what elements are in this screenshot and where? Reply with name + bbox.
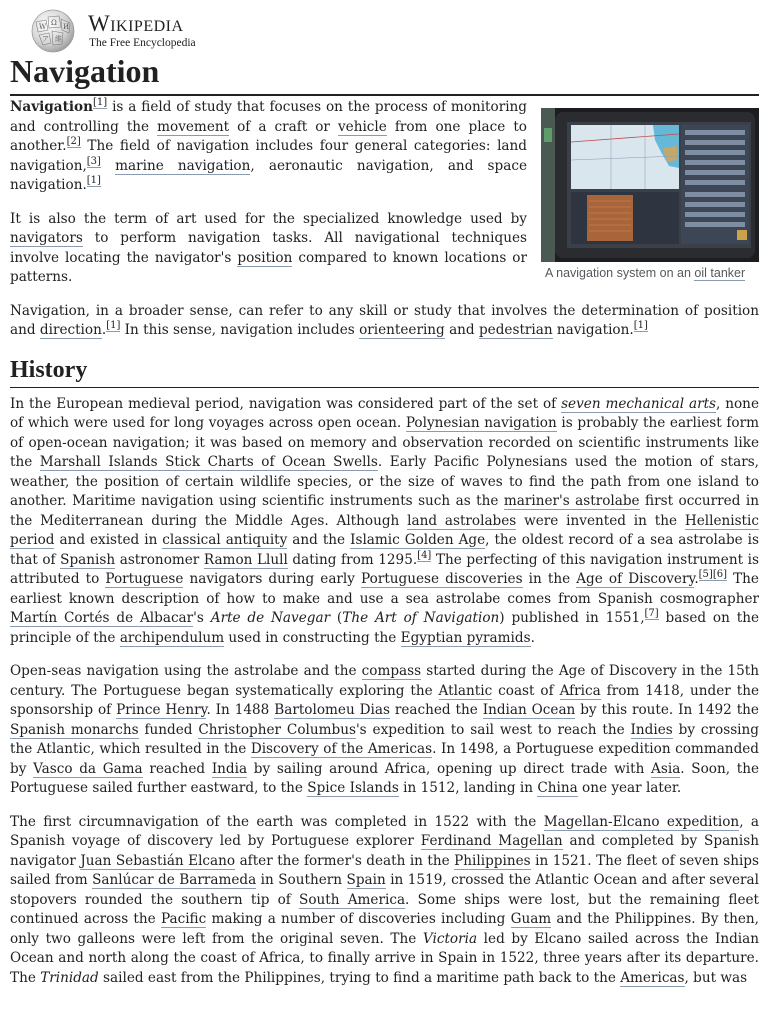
text: . Some ships were lost, but the remaining fleet continued across the <box>10 891 760 927</box>
italic-title: The Art of Navigation <box>342 610 500 626</box>
link-prince-henry[interactable]: Prince Henry <box>116 702 207 718</box>
link-direction[interactable]: direction <box>39 322 102 338</box>
text: Open-seas navigation using the astrolabe and the <box>10 663 362 679</box>
link-marine-navigation[interactable]: marine navigation <box>115 157 251 174</box>
wordmark-title: Wikipedia <box>88 11 184 36</box>
text: in the <box>522 571 577 587</box>
text: The field of navigation includes four general categories: land navigation, <box>10 138 527 174</box>
text: reached <box>142 760 212 777</box>
text: navigators during early <box>183 571 362 587</box>
text: 's expedition to sail west to reach the <box>355 721 631 738</box>
link-navigators[interactable]: navigators <box>10 230 83 246</box>
link-philippines[interactable]: Philippines <box>454 852 531 869</box>
link-sanlucar-de-barrameda[interactable]: Sanlúcar de Barrameda <box>92 872 257 888</box>
text: , the oldest record of a sea astrolabe is that of <box>10 532 759 568</box>
link-americas[interactable]: Americas <box>620 969 685 986</box>
link-guam[interactable]: Guam <box>510 911 552 927</box>
link-position[interactable]: position <box>237 249 293 266</box>
text: and the Philippines. By then, only two galleons were left from the original seven. The <box>10 911 759 947</box>
text: based on the principle of the <box>10 610 759 646</box>
text: dating from 1295. <box>287 551 418 568</box>
text: to perform navigation tasks. All navigational techniques involve locating the navigator's <box>10 230 527 266</box>
text: is probably the earliest form of open-ocean navigation; it was based on memory and observation recorded on scientific instruments like the <box>10 415 759 470</box>
text: . Soon, the Portuguese sailed further eastward, to the <box>10 760 760 796</box>
paragraph <box>10 395 759 649</box>
link-martin-cortes-de-albacar[interactable]: Martín Cortés de Albacar <box>10 610 194 626</box>
link-spanish[interactable]: Spanish <box>60 551 116 568</box>
text: , a Spanish voyage of discovery led by Portuguese explorer <box>10 813 759 849</box>
wordmark[interactable] <box>88 12 196 50</box>
text: first occurred in the Mediterranean during the Middle Ages. Although <box>10 493 759 529</box>
text: of a craft or <box>229 118 338 135</box>
svg-text:W: W <box>39 23 47 31</box>
citation[interactable]: [1] <box>86 175 101 187</box>
link-pedestrian[interactable]: pedestrian <box>478 322 553 338</box>
paragraph <box>10 813 759 989</box>
link-atlantic[interactable]: Atlantic <box>438 682 493 699</box>
text: after the former's death in the <box>235 852 455 869</box>
link-oil-tanker[interactable]: oil tanker <box>694 266 746 280</box>
link-spain[interactable]: Spain <box>346 872 386 888</box>
link-compass[interactable]: compass <box>361 663 422 679</box>
article-body <box>10 98 759 1002</box>
text: astronomer <box>115 551 204 568</box>
link-movement[interactable]: movement <box>157 118 230 135</box>
text: led by Elcano sailed across the Indian Ocean and north along the coast of Africa, to finally arrive in Spain in 1522, three years after its departure. The <box>10 930 759 986</box>
italic-ship-name: Victoria <box>422 930 478 947</box>
citation[interactable]: [1] <box>93 97 108 109</box>
link-age-of-discovery[interactable]: Age of Discovery <box>576 571 695 587</box>
link-islamic-golden-age[interactable]: Islamic Golden Age <box>350 532 486 548</box>
text: In the European medieval period, navigation was considered part of the set of <box>10 395 562 412</box>
link-spanish-monarchs[interactable]: Spanish monarchs <box>10 721 139 738</box>
text: compared to known locations or patterns. <box>10 249 527 285</box>
paragraph <box>10 662 759 799</box>
figure-navigation-system <box>541 108 759 281</box>
svg-text:維: 維 <box>55 35 62 43</box>
link-africa[interactable]: Africa <box>559 682 601 699</box>
link-orienteering[interactable]: orienteering <box>359 322 445 338</box>
text: coast of <box>492 682 560 699</box>
text: . Early Pacific Polynesians used the motion of stars, weather, the position of certain wildlife species, or the size of waves to find the path from one island to another. Maritime navigation using scientific instruments such as the <box>10 454 759 509</box>
text: In this sense, navigation includes <box>120 322 360 338</box>
text: funded <box>138 721 199 738</box>
bold-term: Navigation <box>10 99 94 115</box>
svg-text:И: И <box>63 23 70 31</box>
link-christopher-columbus[interactable]: Christopher Columbus <box>198 721 356 738</box>
italic-ship-name: Trinidad <box>40 969 99 986</box>
link-vasco-da-gama[interactable]: Vasco da Gama <box>33 760 143 777</box>
link-mariners-astrolabe[interactable]: mariner's astrolabe <box>503 493 640 509</box>
svg-text:ア: ア <box>42 35 49 43</box>
link-south-america[interactable]: South America <box>299 891 406 908</box>
link-indies[interactable]: Indies <box>630 721 673 738</box>
text: The first circumnavigation of the earth was completed in 1522 with the <box>10 813 544 830</box>
text: by sailing around Africa, opening up direct trade with <box>247 760 652 777</box>
text: in 1521. The fleet of seven ships sailed from <box>10 852 759 888</box>
text: started during the Age of Discovery in the 15th century. The Portuguese began systematically exploring the <box>10 663 760 699</box>
text: It is also the term of art used for the specialized knowledge used by <box>10 210 527 227</box>
text: one year later. <box>577 780 682 796</box>
text: 's <box>193 610 211 626</box>
text: were invented in the <box>516 512 685 529</box>
text: in Southern <box>256 872 347 888</box>
text: . <box>101 322 107 338</box>
text: , aeronautic navigation, and space navigation. <box>10 157 528 193</box>
link-spice-islands[interactable]: Spice Islands <box>307 780 399 796</box>
link-egyptian-pyramids[interactable]: Egyptian pyramids <box>400 629 531 646</box>
text: , but was <box>684 969 748 986</box>
text: from 1418, under the sponsorship of <box>10 682 759 718</box>
link-archipendulum[interactable]: archipendulum <box>119 629 225 646</box>
citation[interactable]: [1] <box>106 320 121 332</box>
text: and completed by Spanish navigator <box>10 833 760 869</box>
navigation-system-image[interactable] <box>541 108 759 262</box>
text: by this route. In 1492 the <box>575 702 759 718</box>
text: ) published in 1551, <box>499 610 645 626</box>
text: reached the <box>389 702 483 718</box>
paragraph <box>10 302 759 341</box>
citation[interactable]: [4] <box>417 549 432 561</box>
link-marshall-islands-stick-charts[interactable]: Marshall Islands Stick Charts of Ocean Swells <box>39 454 378 470</box>
citation[interactable]: [5] <box>698 569 713 581</box>
link-pacific[interactable]: Pacific <box>160 911 207 927</box>
text <box>101 158 115 174</box>
text: by crossing the Atlantic, which resulted in the <box>10 721 759 757</box>
citation[interactable]: [7] <box>644 608 659 620</box>
link-hellenistic-period[interactable]: Hellenistic period <box>10 512 759 548</box>
text: sailed east from the Philippines, trying to find a maritime path back to the <box>98 969 621 986</box>
link-ferdinand-magellan[interactable]: Ferdinand Magellan <box>420 833 563 849</box>
text: used in constructing the <box>224 629 401 646</box>
text: navigation. <box>552 322 634 338</box>
link-bartolomeu-dias[interactable]: Bartolomeu Dias <box>274 702 390 718</box>
link-portuguese-discoveries[interactable]: Portuguese discoveries <box>361 571 523 587</box>
text: in 1512, landing in <box>398 780 538 796</box>
link-classical-antiquity[interactable]: classical antiquity <box>162 532 288 548</box>
italic-title: Arte de Navegar <box>210 610 331 626</box>
link-portuguese[interactable]: Portuguese <box>105 571 184 587</box>
text: making a number of discoveries including <box>206 911 511 927</box>
wikipedia-globe-logo[interactable] <box>28 8 78 54</box>
text: . In 1488 <box>206 702 275 718</box>
link-seven-mechanical-arts[interactable]: seven mechanical arts <box>561 395 717 412</box>
link-china[interactable]: China <box>537 780 578 796</box>
text: and the <box>287 532 351 548</box>
text: . <box>694 571 699 587</box>
text: The perfecting of this navigation instrument is attributed to <box>10 551 759 587</box>
link-juan-sebastian-elcano[interactable]: Juan Sebastián Elcano <box>80 852 236 869</box>
link-ramon-llull[interactable]: Ramon Llull <box>203 551 288 568</box>
text: The earliest known description of how to make and use a sea astrolabe comes from Spanish cosmographer <box>10 571 759 607</box>
link-polynesian-navigation[interactable]: Polynesian navigation <box>405 415 557 431</box>
wordmark-tagline: The Free Encyclopedia <box>89 37 196 49</box>
text: and existed in <box>54 532 163 548</box>
page-title: Navigation <box>10 50 759 96</box>
section-heading-history: History <box>10 355 759 388</box>
svg-text:Ω: Ω <box>51 19 57 27</box>
text: , none of which were used for long voyages across open ocean. <box>10 395 759 431</box>
text: Navigation, in a broader sense, can refer to any skill or study that involves the determination of position and <box>10 302 759 338</box>
link-vehicle[interactable]: vehicle <box>337 118 387 135</box>
link-indian-ocean[interactable]: Indian Ocean <box>482 702 576 718</box>
link-india[interactable]: India <box>211 760 248 777</box>
citation[interactable]: [2] <box>66 136 81 148</box>
text: . <box>530 629 535 646</box>
link-magellan-elcano-expedition[interactable]: Magellan-Elcano expedition <box>543 813 740 830</box>
citation[interactable]: [1] <box>633 320 648 332</box>
text: and <box>444 322 479 338</box>
text: from one place to another. <box>10 118 527 154</box>
citation[interactable]: [6] <box>712 569 727 581</box>
link-discovery-of-the-americas[interactable]: Discovery of the Americas <box>250 741 433 757</box>
link-asia[interactable]: Asia <box>651 760 681 777</box>
figure-caption: A navigation system on an oil tanker <box>545 266 746 280</box>
text: . In 1498, a Portuguese expedition commanded by <box>10 741 760 777</box>
citation[interactable]: [3] <box>86 155 101 167</box>
link-land-astrolabes[interactable]: land astrolabes <box>407 512 517 529</box>
text: ( <box>330 610 343 626</box>
text: is a field of study that focuses on the process of monitoring and controlling the <box>10 99 527 135</box>
text: in 1519, crossed the Atlantic Ocean and after several stopovers rounded the southern tip of <box>10 872 759 908</box>
